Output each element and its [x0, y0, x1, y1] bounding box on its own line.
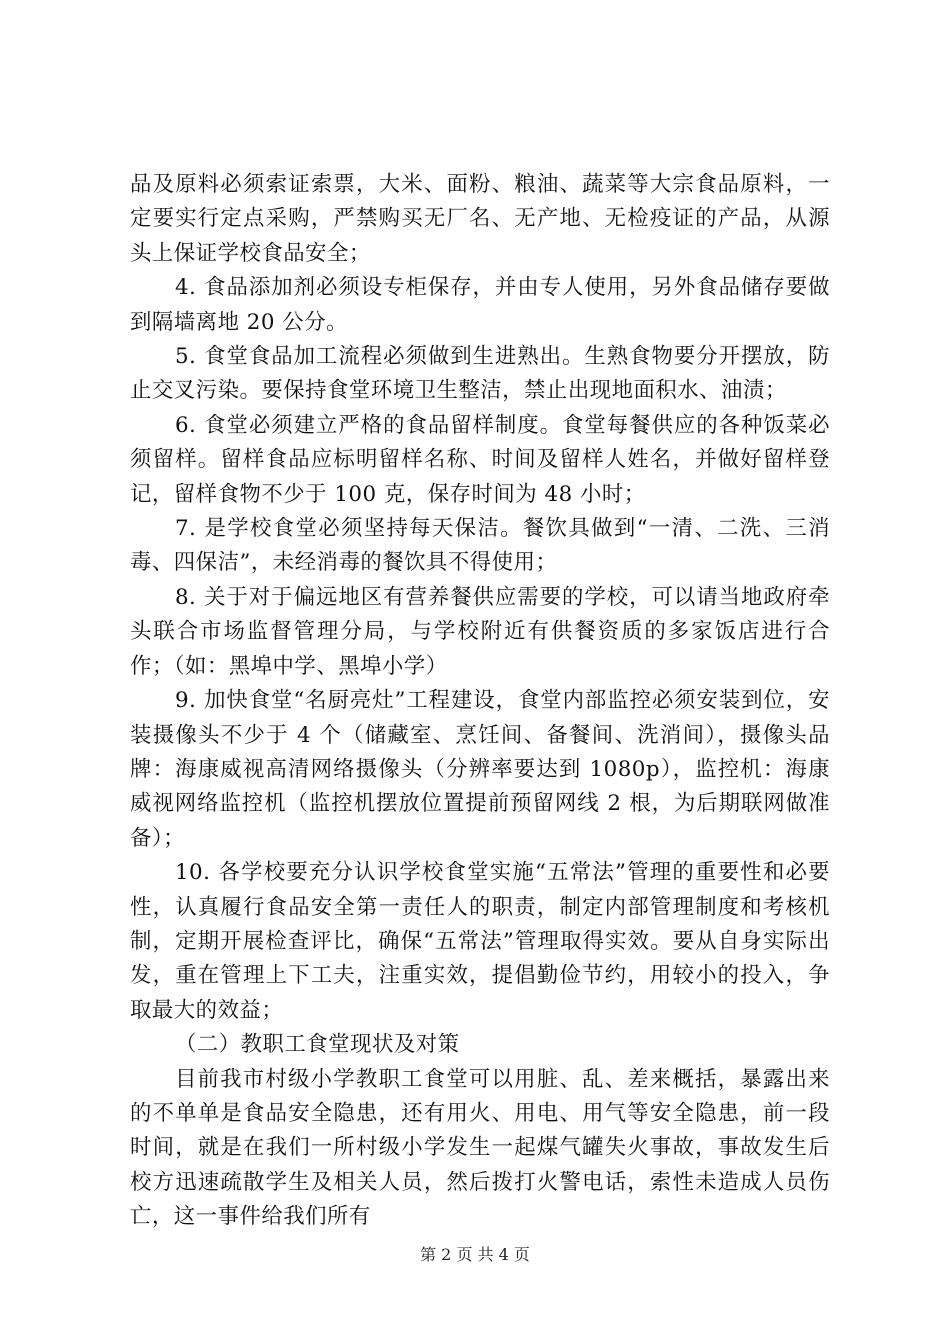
paragraph-item-9: 9. 加快食堂“名厨亮灶”工程建设，食堂内部监控必须安装到位，安装摄像头不少于 4 个（储藏室、烹饪间、备餐间、洗消间），摄像头品牌：海康威视高清网络摄像头（分辨率要达到 1080p），监控机：海康威视网络监控机（监控机摆放位置提前预留网线 2 根，为后期联网做准备）； — [130, 688, 830, 851]
paragraph-item-8: 8. 关于对于偏远地区有营养餐供应需要的学校，可以请当地政府牵头联合市场监督管理分局，与学校附近有供餐资质的多家饭店进行合作；（如：黑埠中学、黑埠小学） — [130, 584, 830, 679]
section-heading: （二）教职工食堂现状及对策 — [174, 1032, 460, 1058]
paragraph-item-6: 6. 食堂必须建立严格的食品留样制度。食堂每餐供应的各种饭菜必须留样。留样食品应标明留样名称、时间及留样人姓名，并做好留样登记，留样食物不少于 100 克，保存时间为 48 小时； — [130, 412, 830, 507]
paragraph-staff-canteen: 目前我市村级小学教职工食堂可以用脏、乱、差来概括，暴露出来的不单单是食品安全隐患，还有用火、用电、用气等安全隐患，前一段时间，就是在我们一所村级小学发生一起煤气罐失火事故，事故发生后校方迅速疏散学生及相关人员，然后拨打火警电话，索性未造成人员伤亡，这一事件给我们所有 — [130, 1066, 830, 1230]
page-footer: 第 2 页 共 4 页 — [420, 1245, 530, 1264]
paragraph-continuation: 品及原料必须索证索票，大米、面粉、粮油、蔬菜等大宗食品原料，一定要实行定点采购，严禁购买无厂名、无产地、无检疫证的产品，从源头上保证学校食品安全； — [130, 172, 830, 266]
paragraph-item-7: 7. 是学校食堂必须坚持每天保洁。餐饮具做到“一清、二洗、三消毒、四保洁”，未经消毒的餐饮具不得使用； — [130, 516, 830, 576]
paragraph-item-4: 4. 食品添加剂必须设专柜保存，并由专人使用，另外食品储存要做到隔墙离地 20 公分。 — [130, 275, 830, 335]
paragraph-item-5: 5. 食堂食品加工流程必须做到生进熟出。生熟食物要分开摆放，防止交叉污染。要保持食堂环境卫生整洁，禁止出现地面积水、油渍； — [130, 344, 830, 404]
document-body — [130, 168, 830, 1235]
paragraph-item-10: 10. 各学校要充分认识学校食堂实施“五常法”管理的重要性和必要性，认真履行食品安全第一责任人的职责，制定内部管理制度和考核机制，定期开展检查评比，确保“五常法”管理取得实效。要从自身实际出发，重在管理上下工夫，注重实效，提倡勤俭节约，用较小的投入，争取最大的效益； — [130, 860, 830, 1023]
